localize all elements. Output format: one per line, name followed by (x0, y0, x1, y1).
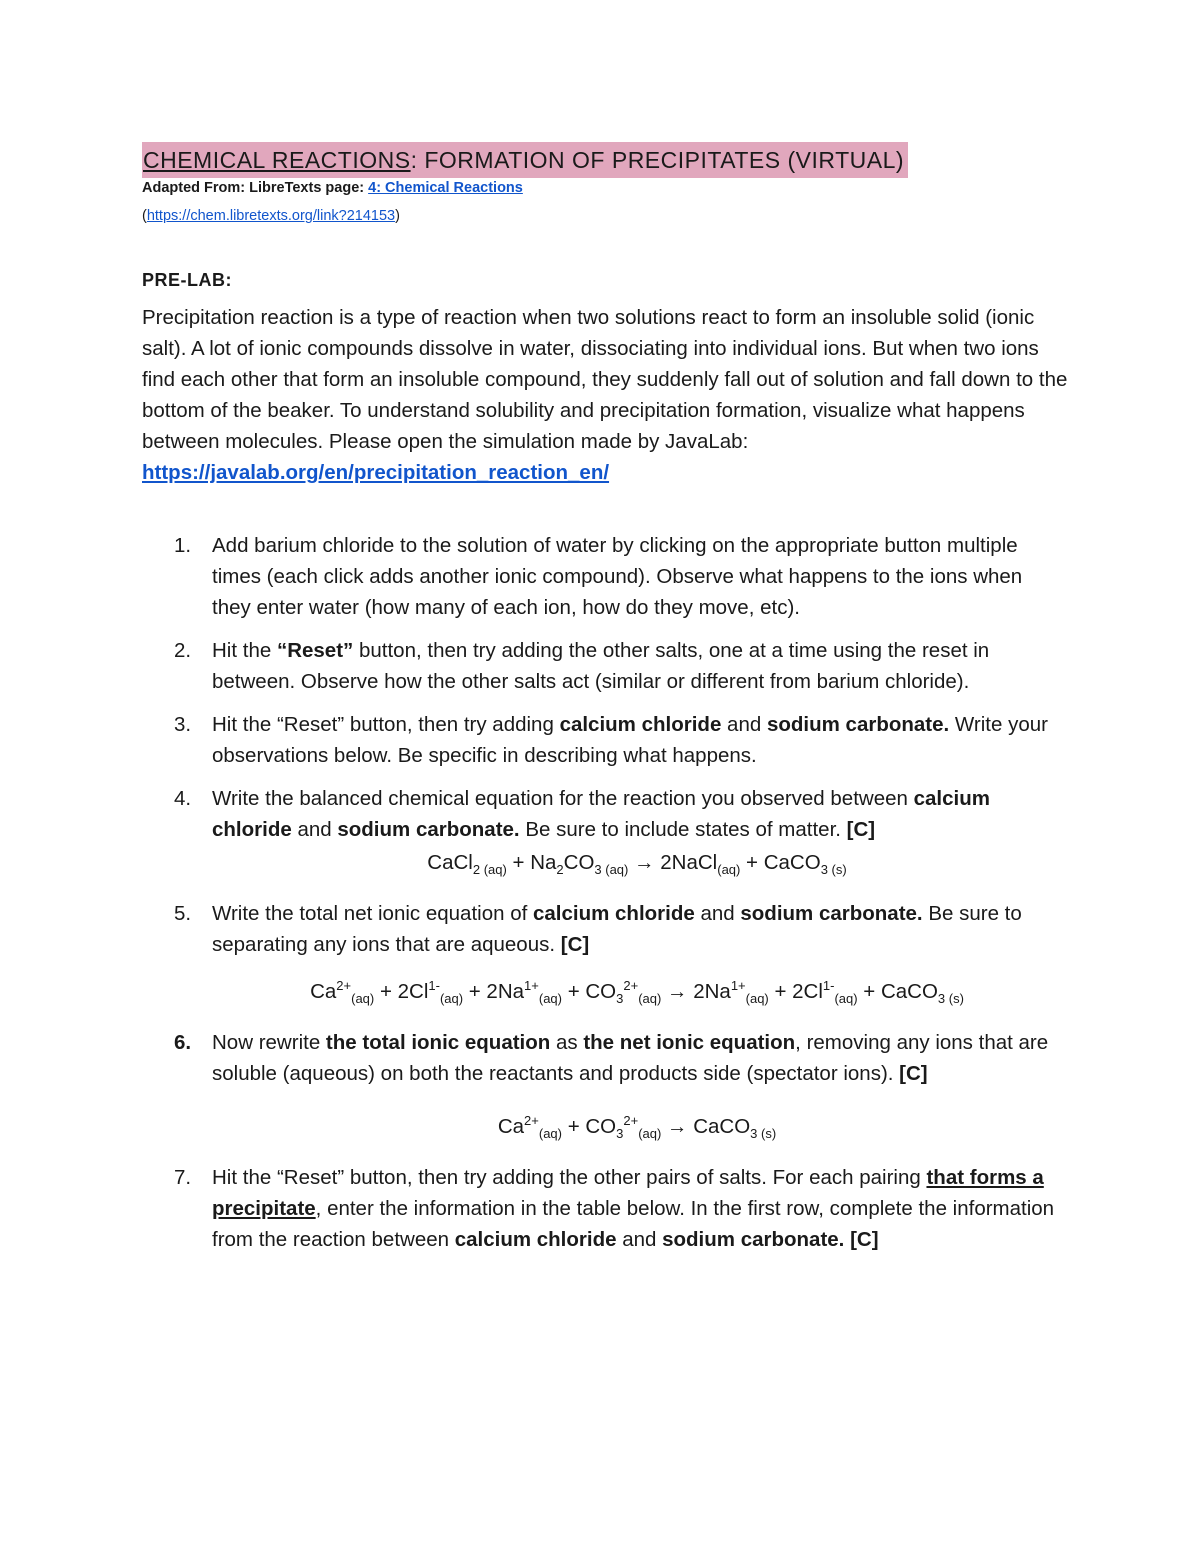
step-text: Now rewrite (212, 1031, 326, 1055)
step-text: Be sure to include states of matter. (519, 818, 847, 841)
eq-subscript: (aq) (538, 1125, 562, 1141)
step-list (142, 530, 1062, 1267)
eq-superscript: 2+ (623, 978, 639, 994)
category-tag: [C] (899, 1062, 928, 1086)
step-number: 6. (174, 1031, 192, 1055)
step-number: 4. (174, 787, 192, 810)
eq-term: Ca (310, 979, 337, 1003)
eq-superscript: 1- (822, 978, 835, 994)
bold-term: calcium chloride (532, 902, 695, 926)
step-number: 2. (174, 639, 192, 662)
eq-superscript: 1+ (524, 978, 539, 994)
step-text: Hit the (212, 639, 277, 662)
eq-term: CO (563, 851, 595, 874)
list-item (142, 1162, 1062, 1255)
eq-term: + Na (506, 851, 557, 874)
step-text: button, then try adding the other salts, one at a time using the reset in between. Observe how the other salts act (similar or different from barium chloride). (212, 639, 990, 693)
eq-subscript: 3 (616, 1125, 624, 1141)
list-item (142, 709, 1062, 771)
eq-term: + 2Cl (768, 979, 823, 1003)
eq-subscript: (aq) (538, 991, 562, 1007)
eq-superscript: 1+ (730, 978, 746, 994)
eq-superscript: 2+ (623, 1113, 639, 1129)
step-text: Hit the “Reset” button, then try adding the other pairs of salts. For each pairing (212, 1165, 927, 1189)
eq-subscript: 2 (aq) (472, 862, 507, 878)
step-number: 7. (174, 1165, 192, 1189)
source-open-paren: ( (142, 208, 147, 224)
eq-term: + 2Cl (374, 979, 429, 1003)
total-ionic-equation (212, 970, 1062, 1015)
source-close-paren: ) (395, 208, 400, 224)
eq-term: → 2Na (661, 979, 731, 1003)
underlined-term: that forms a precipitate (212, 1165, 1044, 1220)
reset-label: “Reset” (276, 639, 354, 662)
title-underlined: CHEMICAL REACTIONS (143, 147, 411, 173)
eq-subscript: (aq) (638, 991, 662, 1007)
adapted-prefix: Adapted From: LibreTexts page: (142, 180, 369, 196)
eq-subscript: (aq) (717, 862, 741, 878)
eq-subscript: 3 (s) (750, 1125, 777, 1141)
list-item (142, 530, 1062, 623)
step-text: and (616, 1227, 663, 1251)
prelab-text: Precipitation reaction is a type of reaction when two solutions react to form an insoluble solid (ionic salt). A lot of ionic compounds dissolve in water, dissociating into individual ions. But when two ions find each other that form an insoluble compound, they suddenly fall out of solution and fall down to the bottom of the beaker. To understand solubility and precipitation formation, visualize what happens between molecules. Please open the simulation made by JavaLab: (142, 306, 1068, 453)
bold-term: sodium carbonate. (662, 1227, 845, 1251)
step-text: and (291, 818, 338, 841)
simulation-link[interactable]: https://javalab.org/en/precipitation_reaction_en/ (142, 461, 610, 484)
step-number: 1. (174, 534, 192, 557)
bold-term: calcium chloride (454, 1227, 617, 1251)
list-item (142, 635, 1062, 697)
adapted-from-line (142, 180, 523, 196)
eq-superscript: 2+ (524, 1113, 539, 1129)
step-number: 3. (174, 713, 192, 736)
bold-term: sodium carbonate. (766, 713, 950, 736)
bold-term: sodium carbonate. (740, 902, 923, 926)
category-tag: [C] (560, 933, 590, 957)
bold-term: sodium carbonate. (337, 818, 520, 841)
eq-subscript: (aq) (351, 991, 375, 1007)
page-title (142, 142, 908, 178)
title-rest: : FORMATION OF PRECIPITATES (VIRTUAL) (410, 147, 905, 173)
eq-term: Ca (497, 1114, 525, 1138)
step-text: , removing any ions that are soluble (aqueous) on both the reactants and products side (spectator ions). (212, 1031, 1049, 1086)
balanced-equation (212, 847, 1062, 886)
prelab-heading: PRE-LAB: (142, 270, 232, 290)
category-tag: [C] (846, 818, 876, 841)
eq-term: CaCl (427, 851, 473, 874)
eq-term: + CaCO (857, 979, 938, 1003)
eq-term: + CO (562, 1114, 617, 1138)
bold-term: calcium chloride (559, 713, 722, 736)
eq-subscript: 3 (aq) (594, 862, 629, 878)
list-item (142, 783, 1062, 886)
step-text: Write the balanced chemical equation for the reaction you observed between (212, 787, 914, 810)
bold-term: the net ionic equation (583, 1031, 796, 1055)
eq-term: + 2Na (463, 979, 525, 1003)
step-text: and (694, 902, 741, 926)
bold-term: calcium chloride (212, 787, 990, 841)
eq-term: → 2NaCl (628, 851, 718, 874)
eq-subscript: (aq) (834, 991, 858, 1007)
eq-subscript: (aq) (745, 991, 769, 1007)
step-text: Add barium chloride to the solution of water by clicking on the appropriate button multiple times (each click adds another ionic compound). Observe what happens to the ions when they enter water (how many of each ion, how do they move, etc). (212, 534, 1023, 619)
step-text: Write the total net ionic equation of (212, 902, 533, 926)
title-row (142, 142, 908, 178)
eq-term: + CaCO (740, 851, 821, 874)
list-item (142, 1027, 1062, 1150)
prelab-paragraph (142, 302, 1072, 488)
list-item (142, 898, 1062, 1015)
eq-subscript: 3 (s) (937, 991, 964, 1007)
libretexts-link[interactable]: 4: Chemical Reactions (368, 180, 523, 196)
eq-subscript: (aq) (439, 991, 464, 1007)
eq-subscript: 2 (556, 862, 564, 878)
eq-superscript: 1- (428, 978, 440, 994)
eq-subscript: (aq) (638, 1125, 662, 1141)
eq-term: + CO (562, 979, 617, 1003)
step-text: Hit the “Reset” button, then try adding (212, 713, 560, 736)
source-url-line (142, 208, 400, 224)
step-number: 5. (174, 902, 192, 926)
net-ionic-equation (212, 1105, 1062, 1150)
step-text: Be sure to separating any ions that are aqueous. (212, 902, 1022, 957)
bold-term: the total ionic equation (325, 1031, 551, 1055)
eq-subscript: 3 (s) (820, 862, 847, 878)
step-text: Write your observations below. Be specific in describing what happens. (212, 713, 1048, 767)
category-tag: [C] (844, 1227, 879, 1251)
step-text: and (721, 713, 767, 736)
eq-term: → CaCO (661, 1114, 751, 1138)
eq-superscript: 2+ (336, 978, 352, 994)
eq-subscript: 3 (616, 991, 624, 1007)
step-text: as (550, 1031, 584, 1055)
source-url-link[interactable]: https://chem.libretexts.org/link?214153 (146, 208, 396, 224)
step-text: , enter the information in the table below. In the first row, complete the information from the reaction between (212, 1196, 1055, 1251)
